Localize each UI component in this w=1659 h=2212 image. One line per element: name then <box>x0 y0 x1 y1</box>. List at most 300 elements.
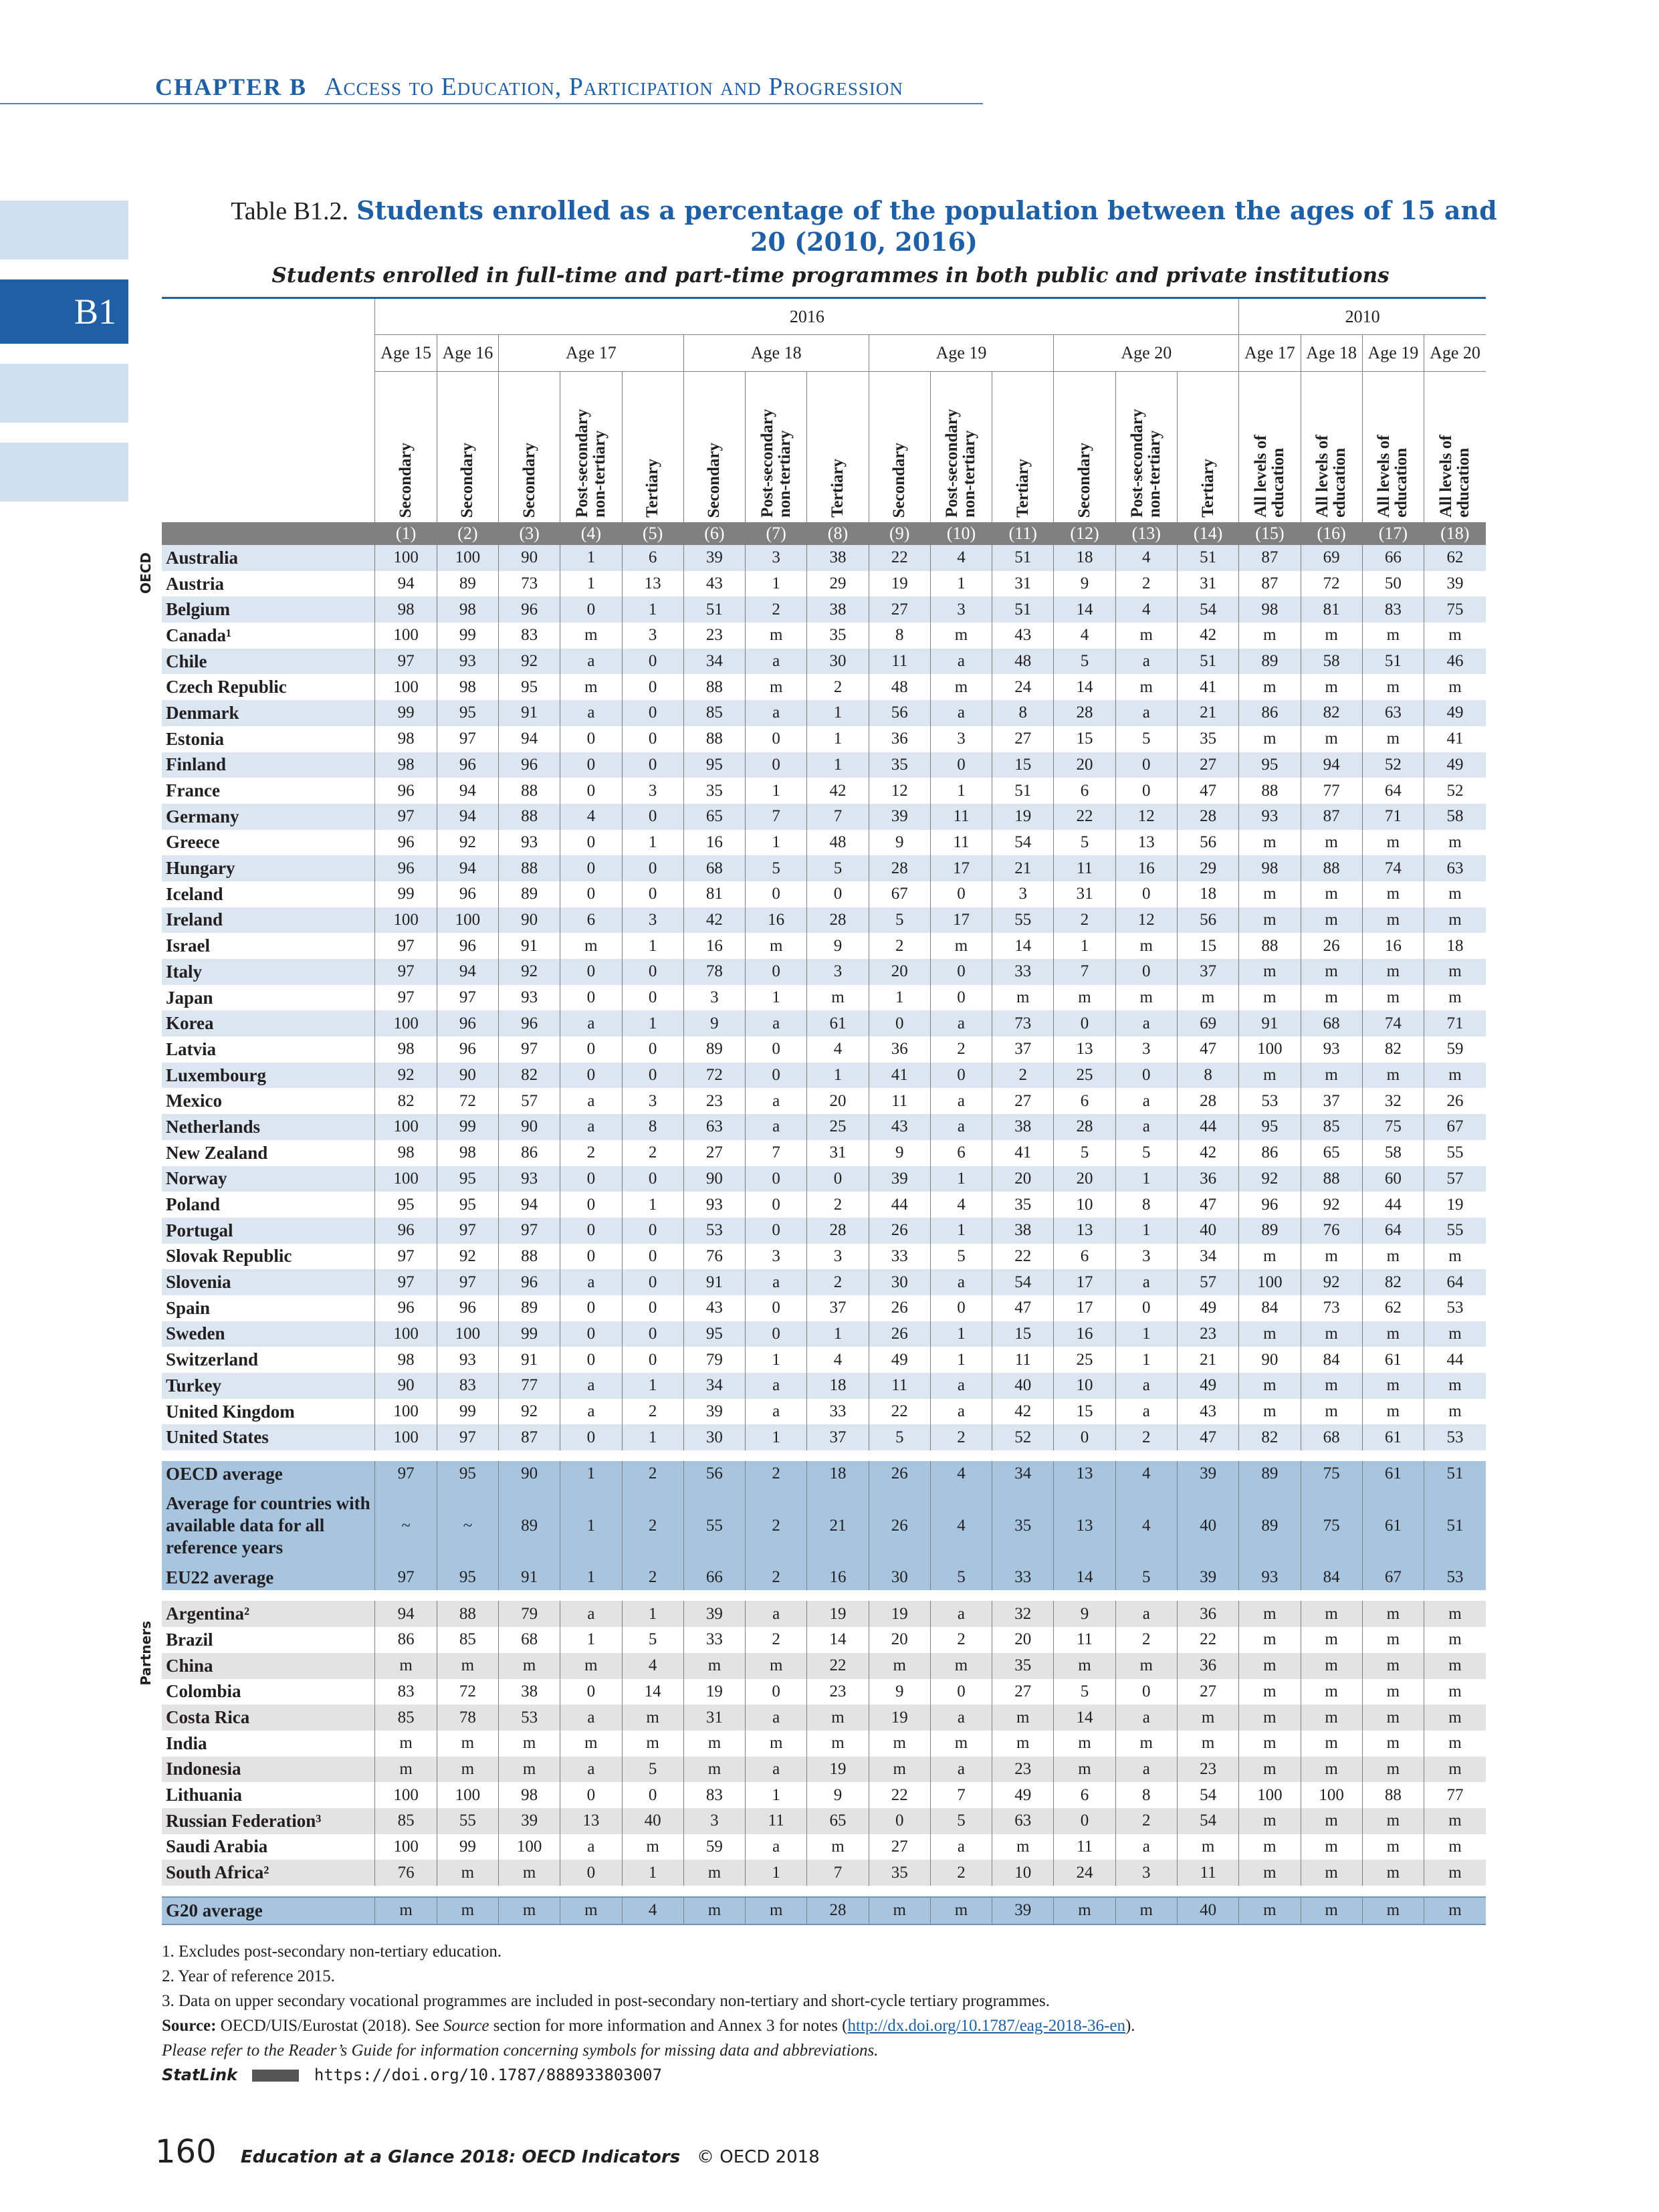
table-cell: a <box>1115 1373 1177 1399</box>
table-cell: 3 <box>622 907 683 933</box>
table-cell: 69 <box>1177 1010 1238 1036</box>
table-cell: a <box>1115 1010 1177 1036</box>
table-cell: 19 <box>869 1601 930 1627</box>
table-cell: 0 <box>560 985 622 1011</box>
table-cell: 87 <box>1239 545 1301 571</box>
row-label: New Zealand <box>162 1140 375 1166</box>
table-cell: 98 <box>375 596 437 623</box>
table-cell: 95 <box>437 700 498 726</box>
table-cell: 1 <box>930 778 992 804</box>
table-cell: 15 <box>992 1321 1054 1347</box>
table-cell: 26 <box>869 1461 930 1487</box>
table-cell: 22 <box>869 545 930 571</box>
row-label: Turkey <box>162 1373 375 1399</box>
table-cell: 95 <box>437 1565 498 1591</box>
table-cell: 16 <box>807 1565 869 1591</box>
table-cell: 100 <box>1239 1269 1301 1295</box>
table-cell: m <box>1239 959 1301 985</box>
table-cell: 89 <box>1239 649 1301 675</box>
table-cell: 39 <box>1177 1461 1238 1487</box>
table-cell: 37 <box>807 1424 869 1450</box>
table-cell: 69 <box>1301 545 1362 571</box>
table-cell: 88 <box>498 804 560 830</box>
table-cell: 83 <box>437 1373 498 1399</box>
table-cell: 0 <box>622 1321 683 1347</box>
country-row <box>162 1295 1486 1321</box>
table-cell: m <box>1301 1860 1362 1886</box>
table-cell: 1 <box>746 778 807 804</box>
table-cell: m <box>807 1704 869 1731</box>
row-label: United States <box>162 1424 375 1450</box>
table-cell: 97 <box>375 959 437 985</box>
table-cell: 96 <box>498 1010 560 1036</box>
column-header <box>930 372 992 523</box>
table-cell: 37 <box>807 1295 869 1321</box>
table-cell: 42 <box>1177 623 1238 649</box>
row-label: Austria <box>162 571 375 597</box>
table-cell: 51 <box>992 596 1054 623</box>
table-cell: 61 <box>807 1010 869 1036</box>
table-cell: 4 <box>930 545 992 571</box>
table-cell: 58 <box>1362 1140 1424 1166</box>
table-cell: 96 <box>437 1010 498 1036</box>
table-cell: 91 <box>498 933 560 959</box>
table-cell: 13 <box>1054 1036 1115 1063</box>
table-cell: 39 <box>869 1166 930 1192</box>
table-cell: 43 <box>1177 1399 1238 1425</box>
table-cell: 5 <box>746 855 807 881</box>
table-cell: 51 <box>1424 1461 1486 1487</box>
country-row <box>162 1010 1486 1036</box>
partner-row <box>162 1782 1486 1808</box>
partner-row <box>162 1704 1486 1731</box>
corner-cell <box>162 298 375 335</box>
table-cell: 28 <box>1177 1088 1238 1114</box>
table-cell: 22 <box>807 1653 869 1679</box>
source-text-italic: Source <box>443 2017 489 2035</box>
table-cell: 2 <box>622 1140 683 1166</box>
table-cell: 91 <box>498 1565 560 1591</box>
table-cell: 29 <box>1177 855 1238 881</box>
chapter-header <box>155 72 903 102</box>
row-label: Costa Rica <box>162 1704 375 1731</box>
table-cell: 96 <box>1239 1192 1301 1218</box>
table-cell: m <box>1239 1627 1301 1653</box>
table-cell: 20 <box>869 959 930 985</box>
table-cell: 1 <box>807 1063 869 1089</box>
column-number: (15) <box>1239 522 1301 545</box>
age-group-header: Age 20 <box>1424 335 1486 372</box>
table-cell: 99 <box>498 1321 560 1347</box>
oecd-group-label: OECD <box>138 552 154 594</box>
table-cell: 49 <box>1177 1295 1238 1321</box>
source-link[interactable]: http://dx.doi.org/10.1787/eag-2018-36-en <box>847 2017 1125 2035</box>
table-cell: 1 <box>622 933 683 959</box>
table-cell: a <box>746 1399 807 1425</box>
table-cell: 83 <box>375 1679 437 1705</box>
row-label: Saudi Arabia <box>162 1834 375 1860</box>
table-cell: m <box>683 1860 745 1886</box>
table-cell: 10 <box>1054 1192 1115 1218</box>
table-cell: m <box>1115 985 1177 1011</box>
table-cell: 1 <box>560 571 622 597</box>
table-cell: m <box>1301 1704 1362 1731</box>
column-number: (8) <box>807 522 869 545</box>
table-cell: a <box>1115 1834 1177 1860</box>
table-cell: 0 <box>560 1063 622 1089</box>
column-number: (18) <box>1424 522 1486 545</box>
table-cell: 16 <box>1362 933 1424 959</box>
table-cell: m <box>992 1731 1054 1757</box>
table-cell: 100 <box>1239 1782 1301 1808</box>
table-cell: 95 <box>1239 752 1301 778</box>
row-label: Lithuania <box>162 1782 375 1808</box>
table-cell: 7 <box>930 1782 992 1808</box>
table-cell: 42 <box>992 1399 1054 1425</box>
column-number: (6) <box>683 522 745 545</box>
column-number: (5) <box>622 522 683 545</box>
age-group-header: Age 18 <box>1301 335 1362 372</box>
table-cell: 79 <box>498 1601 560 1627</box>
table-cell: 8 <box>1115 1192 1177 1218</box>
column-number: (16) <box>1301 522 1362 545</box>
table-cell: 1 <box>622 1010 683 1036</box>
table-cell: 1 <box>622 1601 683 1627</box>
table-cell: 98 <box>498 1782 560 1808</box>
table-cell: 36 <box>869 1036 930 1063</box>
column-header <box>498 372 560 523</box>
table-cell: 96 <box>375 778 437 804</box>
table-cell: 4 <box>622 1897 683 1924</box>
table-cell: 2 <box>622 1399 683 1425</box>
table-cell: 97 <box>375 649 437 675</box>
country-row <box>162 1347 1486 1373</box>
row-label: Ireland <box>162 907 375 933</box>
table-cell: 0 <box>622 1269 683 1295</box>
table-cell: 99 <box>375 700 437 726</box>
table-cell: a <box>560 1114 622 1140</box>
row-label: Japan <box>162 985 375 1011</box>
table-cell: a <box>560 1704 622 1731</box>
country-row <box>162 1373 1486 1399</box>
column-header <box>1362 372 1424 523</box>
country-row <box>162 545 1486 571</box>
table-cell: 2 <box>869 933 930 959</box>
table-cell: 100 <box>498 1834 560 1860</box>
table-cell: 35 <box>992 1192 1054 1218</box>
partner-row <box>162 1834 1486 1860</box>
table-cell: 6 <box>1054 1244 1115 1270</box>
row-label: Israel <box>162 933 375 959</box>
row-label: Slovenia <box>162 1269 375 1295</box>
table-cell: 0 <box>560 830 622 856</box>
table-cell: 0 <box>622 855 683 881</box>
table-cell: 40 <box>622 1808 683 1834</box>
table-cell: 32 <box>992 1601 1054 1627</box>
row-label: China <box>162 1653 375 1679</box>
table-cell: m <box>746 933 807 959</box>
country-row <box>162 907 1486 933</box>
table-cell: 97 <box>375 1461 437 1487</box>
table-cell: 17 <box>1054 1295 1115 1321</box>
table-cell: 26 <box>1424 1088 1486 1114</box>
table-number: Table B1.2. <box>231 197 348 225</box>
table-cell: 97 <box>375 804 437 830</box>
table-cell: 2 <box>560 1140 622 1166</box>
table-cell: 0 <box>930 1295 992 1321</box>
column-header-text: Secondary <box>705 442 724 518</box>
table-cell: m <box>746 674 807 700</box>
table-cell: 5 <box>930 1808 992 1834</box>
table-cell: 46 <box>1424 649 1486 675</box>
table-cell: m <box>1301 881 1362 907</box>
table-cell: 1 <box>560 1461 622 1487</box>
table-cell: m <box>1362 985 1424 1011</box>
table-cell: m <box>1362 726 1424 752</box>
table-cell: 73 <box>992 1010 1054 1036</box>
table-cell: m <box>1054 1653 1115 1679</box>
row-label: Iceland <box>162 881 375 907</box>
table-cell: 31 <box>1177 571 1238 597</box>
table-cell: 58 <box>1301 649 1362 675</box>
partner-row <box>162 1679 1486 1705</box>
table-cell: 8 <box>1115 1782 1177 1808</box>
table-cell: 54 <box>1177 1782 1238 1808</box>
table-cell: 100 <box>375 1782 437 1808</box>
table-cell: 1 <box>746 1782 807 1808</box>
country-row <box>162 804 1486 830</box>
table-cell: 0 <box>869 1010 930 1036</box>
table-cell: 38 <box>992 1218 1054 1244</box>
table-cell: 3 <box>807 959 869 985</box>
table-cell: 61 <box>1362 1347 1424 1373</box>
table-cell: 33 <box>992 1565 1054 1591</box>
table-cell: 16 <box>683 830 745 856</box>
table-cell: 92 <box>437 1244 498 1270</box>
table-cell: 0 <box>622 649 683 675</box>
table-cell: 99 <box>437 1114 498 1140</box>
table-cell: 98 <box>375 1347 437 1373</box>
table-cell: 0 <box>622 1218 683 1244</box>
table-cell: 33 <box>992 959 1054 985</box>
table-cell: 14 <box>1054 1704 1115 1731</box>
table-cell: m <box>1424 623 1486 649</box>
table-cell: 1 <box>746 1347 807 1373</box>
table-cell: m <box>1424 1601 1486 1627</box>
table-cell: 2 <box>930 1860 992 1886</box>
table-cell: 59 <box>683 1834 745 1860</box>
table-cell: 20 <box>807 1088 869 1114</box>
spacer-cell <box>162 1590 1486 1601</box>
column-number: (17) <box>1362 522 1424 545</box>
table-cell: 93 <box>1239 1565 1301 1591</box>
table-title <box>229 195 1499 257</box>
partner-row <box>162 1860 1486 1886</box>
table-cell: m <box>622 1834 683 1860</box>
age-group-header: Age 15 <box>375 335 437 372</box>
table-cell: 4 <box>1115 596 1177 623</box>
table-cell: m <box>1239 623 1301 649</box>
table-cell: m <box>1362 1244 1424 1270</box>
table-cell: 5 <box>1115 1565 1177 1591</box>
table-cell: 3 <box>746 545 807 571</box>
table-cell: 1 <box>560 545 622 571</box>
row-label: Estonia <box>162 726 375 752</box>
table-cell: 4 <box>930 1487 992 1565</box>
table-cell: 35 <box>1177 726 1238 752</box>
table-cell: 0 <box>1054 1010 1115 1036</box>
table-cell: m <box>869 1757 930 1783</box>
table-cell: 0 <box>746 1192 807 1218</box>
row-label: Russian Federation³ <box>162 1808 375 1834</box>
age-group-header: Age 20 <box>1054 335 1239 372</box>
table-cell: 3 <box>807 1244 869 1270</box>
table-cell: m <box>1362 1679 1424 1705</box>
partner-row <box>162 1601 1486 1627</box>
table-cell: m <box>1239 1373 1301 1399</box>
column-header-text: Post-secondary non-tertiary <box>943 409 979 518</box>
table-cell: 13 <box>1054 1487 1115 1565</box>
table-cell: a <box>746 1114 807 1140</box>
table-cell: m <box>1362 1321 1424 1347</box>
table-cell: 97 <box>375 985 437 1011</box>
column-header-row <box>162 372 1486 523</box>
column-header <box>869 372 930 523</box>
table-cell: 36 <box>1177 1653 1238 1679</box>
table-cell: m <box>807 1834 869 1860</box>
table-cell: 100 <box>375 1834 437 1860</box>
table-cell: a <box>930 1269 992 1295</box>
row-label: Brazil <box>162 1627 375 1653</box>
table-cell: 0 <box>622 674 683 700</box>
side-tab-blank <box>0 201 128 259</box>
table-cell: 86 <box>1239 1140 1301 1166</box>
table-cell: 89 <box>498 1295 560 1321</box>
chapter-title: Access to Education, Participation and Progression <box>324 73 903 101</box>
table-cell: 51 <box>1177 545 1238 571</box>
table-cell: 0 <box>1054 1424 1115 1450</box>
table-cell: 96 <box>437 752 498 778</box>
table-cell: 3 <box>622 623 683 649</box>
table-cell: 33 <box>869 1244 930 1270</box>
table-cell: 82 <box>375 1088 437 1114</box>
table-cell: 1 <box>807 726 869 752</box>
table-cell: 38 <box>807 545 869 571</box>
table-cell: 4 <box>807 1036 869 1063</box>
table-cell: 1 <box>746 830 807 856</box>
table-cell: 0 <box>746 1295 807 1321</box>
table-cell: 39 <box>992 1897 1054 1924</box>
table-cell: 14 <box>1054 674 1115 700</box>
year-2016-header: 2016 <box>375 298 1239 335</box>
table-cell: 11 <box>1054 1834 1115 1860</box>
table-cell: a <box>930 1088 992 1114</box>
table-cell: 35 <box>992 1487 1054 1565</box>
table-cell: 96 <box>498 1269 560 1295</box>
table-cell: 40 <box>1177 1487 1238 1565</box>
statlink-url[interactable]: https://doi.org/10.1787/888933803007 <box>314 2066 663 2084</box>
country-row <box>162 778 1486 804</box>
table-cell: 27 <box>992 726 1054 752</box>
table-cell: 96 <box>375 855 437 881</box>
table-cell: 96 <box>375 830 437 856</box>
table-cell: 1 <box>807 700 869 726</box>
table-cell: 40 <box>1177 1218 1238 1244</box>
table-cell: 0 <box>1115 1295 1177 1321</box>
table-cell: 88 <box>683 726 745 752</box>
table-cell: 2 <box>807 1192 869 1218</box>
table-cell: a <box>560 1088 622 1114</box>
table-cell: m <box>1362 1757 1424 1783</box>
table-cell: 47 <box>992 1295 1054 1321</box>
table-cell: a <box>1115 1704 1177 1731</box>
table-cell: 71 <box>1362 804 1424 830</box>
table-cell: 0 <box>560 1295 622 1321</box>
readers-guide-note: Please refer to the Reader’s Guide for information concerning symbols for missing data and abbreviations. <box>162 2041 879 2060</box>
table-cell: 19 <box>683 1679 745 1705</box>
table-cell: 13 <box>560 1808 622 1834</box>
table-cell: 74 <box>1362 1010 1424 1036</box>
table-cell: 60 <box>1362 1166 1424 1192</box>
table-cell: 19 <box>807 1757 869 1783</box>
table-cell: 62 <box>1362 1295 1424 1321</box>
table-cell: 97 <box>375 1244 437 1270</box>
table-cell: m <box>498 1731 560 1757</box>
table-cell: m <box>1301 1601 1362 1627</box>
table-cell: 6 <box>1054 1088 1115 1114</box>
table-cell: 34 <box>683 649 745 675</box>
table-cell: 53 <box>1424 1424 1486 1450</box>
column-header <box>1301 372 1362 523</box>
note-3: 3. Data on upper secondary vocational programmes are included in post-secondary non-tertiary and short-cycle tertiary programmes. <box>162 1992 1050 2010</box>
table-cell: m <box>560 1897 622 1924</box>
table-cell: m <box>498 1757 560 1783</box>
table-cell: 98 <box>375 752 437 778</box>
table-cell: 16 <box>1054 1321 1115 1347</box>
table-cell: m <box>1239 1860 1301 1886</box>
table-cell: m <box>1239 907 1301 933</box>
table-cell: 0 <box>560 1218 622 1244</box>
table-cell: 97 <box>375 1565 437 1591</box>
table-cell: 0 <box>1115 959 1177 985</box>
table-cell: 0 <box>746 959 807 985</box>
table-cell: 95 <box>437 1461 498 1487</box>
table-cell: 21 <box>807 1487 869 1565</box>
table-cell: m <box>437 1653 498 1679</box>
row-label: Norway <box>162 1166 375 1192</box>
table-cell: 94 <box>437 959 498 985</box>
side-tab-b1: B1 <box>0 280 128 344</box>
table-cell: 0 <box>622 1244 683 1270</box>
table-cell: 94 <box>498 726 560 752</box>
row-label: Czech Republic <box>162 674 375 700</box>
table-cell: m <box>1239 1601 1301 1627</box>
table-cell: 33 <box>807 1399 869 1425</box>
table-cell: 18 <box>1424 933 1486 959</box>
table-cell: 98 <box>375 1036 437 1063</box>
table-cell: m <box>1054 1897 1115 1924</box>
table-cell: 93 <box>437 1347 498 1373</box>
table-cell: 97 <box>498 1036 560 1063</box>
table-cell: 3 <box>930 726 992 752</box>
table-cell: m <box>869 1897 930 1924</box>
table-cell: 98 <box>1239 855 1301 881</box>
table-cell: 34 <box>1177 1244 1238 1270</box>
table-cell: 1 <box>1115 1321 1177 1347</box>
table-cell: 0 <box>622 881 683 907</box>
table-cell: 97 <box>498 1218 560 1244</box>
table-cell: 11 <box>869 649 930 675</box>
